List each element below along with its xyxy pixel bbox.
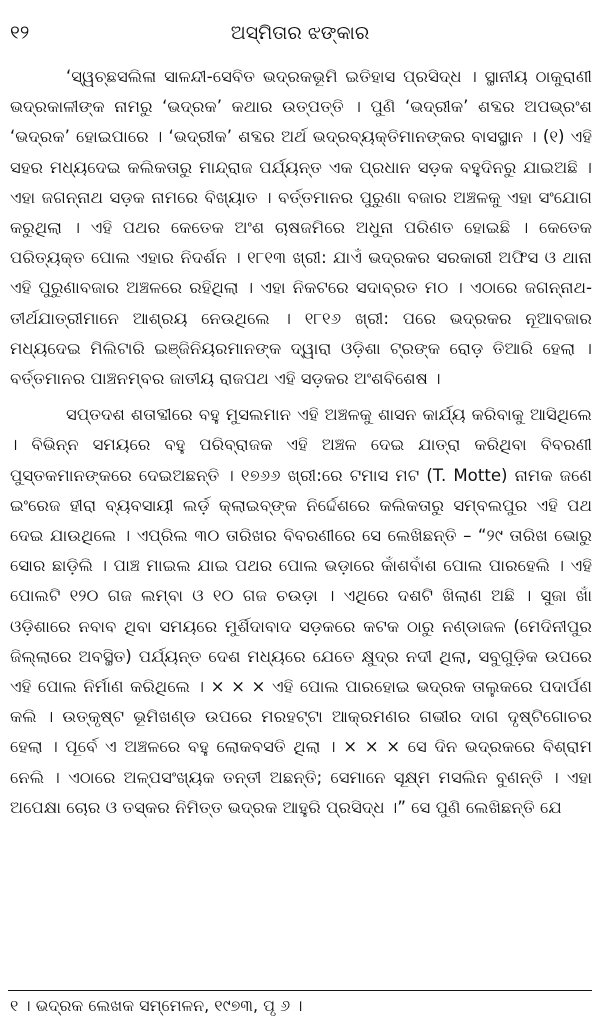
page-header bbox=[10, 22, 590, 52]
body-text bbox=[10, 62, 592, 823]
paragraph-1: ‘ସ୍ୱଚ୍ଛସଲିଳା ସାଳନ୍ଦୀ-ସେବିତ ଭଦ୍ରକଭୂମି ଇତିହାସ ପ୍ରସିଦ୍ଧ । ସ୍ଥାନୀୟ ଠାକୁରାଣୀ ଭଦ୍ରକାଳୀଙ୍କ ନାମରୁ ‘ଭଦ୍ରକ’ କଥାର ଉତ୍ପତ୍ତି । ପୁଣି ‘ଭଦ୍ରୀକ’ ଶବ୍ଦର ଅପଭ୍ରଂଶ ‘ଭଦ୍ରକ’ ହୋଇପାରେ । ‘ଭଦ୍ରୀକ’ ଶବ୍ଦର ଅର୍ଥ ଭଦ୍ରବ୍ୟକ୍ତିମାନଙ୍କର ବାସସ୍ଥାନ । (୧) ଏହି ସହର ମଧ୍ୟଦେଇ କଲିକତାରୁ ମାନ୍ଦ୍ରାଜ ପର୍ଯ୍ୟନ୍ତ ଏକ ପ୍ରଧାନ ସଡ଼କ ବହୁଦିନରୁ ଯାଇଅଛି । ଏହା ଜଗନ୍ନାଥ ସଡ଼କ ନାମରେ ବିଖ୍ୟାତ । ବର୍ତ୍ତମାନର ପୁରୁଣା ବଜାର ଅଞ୍ଚଳକୁ ଏହା ସଂଯୋଗ କରୁଥିଲା । ଏହି ପଥର କେତେକ ଅଂଶ ଚାଷଜମିରେ ଅଧୁନା ପରିଣତ ହୋଇଛି । କେତେକ ପରିତ୍ୟକ୍ତ ପୋଲ ଏହାର ନିଦର୍ଶନ । ୧୮୧୩ ଖ୍ରୀ: ଯାଏଁ ଭଦ୍ରକର ସରକାରୀ ଅଫିସ ଓ ଥାନା ଏହି ପୁରୁଣାବଜାର ଅଞ୍ଚଳରେ ରହିଥିଲା । ଏହା ନିକଟରେ ସଦାବ୍ରତ ମଠ । ଏଠାରେ ଜଗନ୍ନାଥ-ତୀର୍ଥଯାତ୍ରୀମାନେ ଆଶ୍ରୟ ନେଉଥିଲେ । ୧୮୧୬ ଖ୍ରୀ: ପରେ ଭଦ୍ରକର ନୂଆବଜାର ମଧ୍ୟଦେଇ ମିଲିଟାରି ଇଞ୍ଜିନିୟରମାନଙ୍କ ଦ୍ୱାରା ଓଡ଼ିଶା ଟ୍ରଙ୍କ ରୋଡ଼ ତିଆରି ହେଲା । ବର୍ତ୍ତମାନର ପାଞ୍ଚନମ୍ବର ଜାତୀୟ ରାଜପଥ ଏହି ସଡ଼କର ଅଂଶବିଶେଷ । bbox=[10, 67, 592, 389]
footnote-divider bbox=[8, 990, 592, 991]
page-number: ୧୨ bbox=[10, 22, 30, 44]
running-title: ଅସ୍ମିତାର ଝଙ୍କାର bbox=[230, 22, 370, 44]
paragraph-2: ସପ୍ତଦଶ ଶତାବ୍ଦୀରେ ବହୁ ମୁସଲମାନ ଏହି ଅଞ୍ଚଳକୁ ଶାସନ କାର୍ଯ୍ୟ କରିବାକୁ ଆସିଥିଲେ । ବିଭିନ୍ନ ସମୟରେ ବହୁ ପରିବ୍ରାଜକ ଏହି ଅଞ୍ଚଳ ଦେଇ ଯାତ୍ରା କରିଥିବା ବିବରଣୀ ପୁସ୍ତକମାନଙ୍କରେ ଦେଇଅଛନ୍ତି । ୧୭୬୬ ଖ୍ରୀ:ରେ ଟମାସ ମଟ (T. Motte) ନାମକ ଜଣେ ଇଂରେଜ ହୀରା ବ୍ୟବସାୟୀ ଲର୍ଡ଼ କ୍ଲାଇବ୍‌ଙ୍କ ନିର୍ଦ୍ଦେଶରେ କଲିକତାରୁ ସମ୍ବଲପୁର ଏହି ପଥ ଦେଇ ଯାଉଥିଲେ । ଏପ୍ରିଲ ୩୦ ତାରିଖର ବିବରଣୀରେ ସେ ଲେଖିଛନ୍ତି – “୨୯ ତାରିଖ ଭୋରୁ ସୋର ଛାଡ଼ିଲି । ପାଞ୍ଚ ମାଇଲ ଯାଇ ପଥର ପୋଲ ଭଡ଼ାରେ କାଁଶବାଁଶ ପୋଲ ପାରହେଲି । ଏହି ପୋଲଟି ୧୨୦ ଗଜ ଲମ୍ବା ଓ ୧୦ ଗଜ ଚଉଡ଼ା । ଏଥିରେ ଦଶଟି ଖିଲାଣ ଅଛି । ସୁଜା ଖାଁ ଓଡ଼ିଶାରେ ନବାବ ଥିବା ସମୟରେ ମୁର୍ଶିଦାବାଦ ସଡ଼କରେ କଟକ ଠାରୁ ନଣ୍ଡାଜଳ (ମେଦିନୀପୁର ଜିଲ୍ଲାରେ ଅବସ୍ଥିତ) ପର୍ଯ୍ୟନ୍ତ ଦେଶ ମଧ୍ୟରେ ଯେତେ କ୍ଷୁଦ୍ର ନଦୀ ଥିଲା, ସବୁଗୁଡ଼ିକ ଉପରେ ଏହି ପୋଲ ନିର୍ମାଣ କରିଥିଲେ । × × × ଏହି ପୋଲ ପାରହୋଇ ଭଦ୍ରକ ତାଲୁକରେ ପଦାର୍ପଣ କଲି । ଉତ୍କୃଷ୍ଟ ଭୂମିଖଣ୍ଡ ଉପରେ ମରହଟ୍ଟା ଆକ୍ରମଣର ଗଭୀର ଦାଗ ଦୃଷ୍ଟିଗୋଚର ହେଲା । ପୂର୍ବେ ଏ ଅଞ୍ଚଳରେ ବହୁ ଲୋକବସତି ଥିଲା । × × × ସେ ଦିନ ଭଦ୍ରକରେ ବିଶ୍ରାମ ନେଲି । ଏଠାରେ ଅଳ୍ପସଂଖ୍ୟକ ତନ୍ତୀ ଅଛନ୍ତି; ସେମାନେ ସୂକ୍ଷ୍ମ ମସଲିନ ବୁଣନ୍ତି । ଏହା ଅପେକ୍ଷା ଚୋର ଓ ତସ୍କର ନିମିତ୍ତ ଭଦ୍ରକ ଆହୁରି ପ୍ରସିଦ୍ଧ ।” ସେ ପୁଣି ଲେଖିଛନ୍ତି ଯେ bbox=[10, 405, 592, 817]
footnote: ୧ । ଭଦ୍ରକ ଲେଖକ ସମ୍ମେଳନ, ୧୯୭୩, ପୃ ୬ । bbox=[10, 996, 303, 1015]
